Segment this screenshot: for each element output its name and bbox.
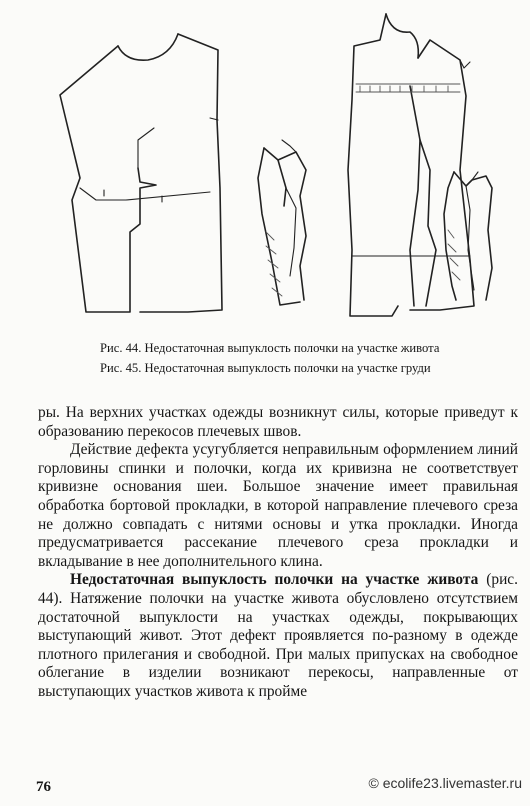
paragraph-1: ры. На верхних участках одежды возникнут силы, которые приведут к образованию перекосов плечевых швов. bbox=[38, 404, 518, 440]
figure-44-pattern bbox=[60, 34, 222, 312]
section-heading: Недостаточная выпуклость полочки на участке живота bbox=[70, 571, 479, 589]
paragraph-2: Действие дефекта усугубляется неправильным оформлением линий горловины спинки и полочки, когда их кривизна не соответствует кривизне основания шеи. Большое значение имеет правильная обработка бортовой прокладки, в которой направление плечевого среза не должно совпадать с нитями основы и утка прокладки. Иногда предусматривается рассекание плечевого среза прокладки и вкладывание в нее дополнительного клина. bbox=[38, 441, 518, 570]
caption-fig-45: Рис. 45. Недостаточная выпуклость полочки на участке груди bbox=[100, 361, 431, 375]
figure-captions bbox=[0, 338, 530, 378]
paragraph-3 bbox=[38, 571, 518, 701]
caption-fig-44: Рис. 44. Недостаточная выпуклость полочки на участке живота bbox=[100, 341, 440, 355]
figure-45-pattern bbox=[348, 14, 474, 316]
body-text bbox=[38, 404, 518, 702]
figure-44-jacket-sketch bbox=[258, 140, 306, 305]
pattern-figures bbox=[0, 0, 530, 330]
paragraph-3-text: (рис. 44). Натяжение полочки на участке живота обусловлено отсутствием достаточной выпуклости на участках одежды, покрывающих выступающий живот. Этот дефект проявляется по-разному в одежде плотного прилегания и свободной. При малых припусках на свободное облегание в изделии возникают перекосы, направленные от выступающих участков живота к пройме bbox=[38, 571, 518, 700]
page-number: 76 bbox=[36, 779, 51, 795]
pattern-drawings-svg bbox=[0, 0, 530, 330]
watermark: © ecolife23.livemaster.ru bbox=[368, 775, 522, 791]
